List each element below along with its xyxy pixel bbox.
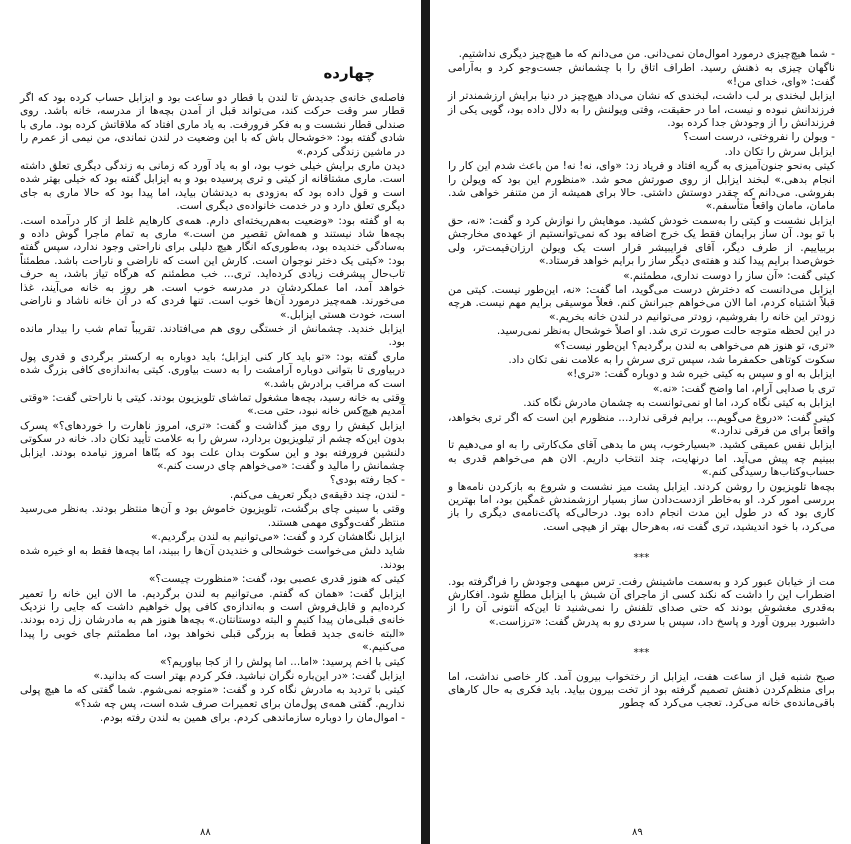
paragraph: وقتی به خانه رسید، بچه‌ها مشغول تماشای تلویزیون بودند. کیتی با ناراحتی گفت: «وقتی آمدیم هیچ‌کس خانه نبود، حتی مت.»	[20, 391, 405, 418]
paragraph: وقتی با سینی چای برگشت، تلویزیون خاموش بود و آن‌ها منتظر بودند. به‌نظر می‌رسید منتظر گفت‌وگوی مهمی هستند.	[20, 503, 405, 529]
paragraph: کیتی گفت: «آن ساز را دوست نداری، مطمئنم.»	[623, 269, 835, 282]
paragraph: ناگهان چیزی به ذهنش رسید. اطراف اتاق را با چشمانش جست‌وجو کرد و به‌آرامی گفت: «وای، خدای من!»	[448, 62, 835, 88]
left-text-column	[20, 92, 405, 727]
chapter-title: چهارده	[323, 64, 375, 82]
paragraph: ایزابل نشست و کیتی را به‌سمت خودش کشید. موهایش را نوازش کرد و گفت: «نه، حق با تو بود. آن ساز برایمان فقط یک خرج اضافه بود که نمی‌توانستیم از عهده‌ی مخارجش بربیاییم. از طرف دیگر، آقای فرایبیشر قرار است یک ویولن ارزان‌قیمت‌تر، ولی خوش‌صدا برایم پیدا کند و هفته‌ی دیگر ساز را برایم خواهد فرستاد.»	[448, 214, 835, 268]
paragraph: - شما هیچ‌چیزی درمورد اموال‌مان نمی‌دانی. من می‌دانم که ما هیچ‌چیز دیگری نداشتیم.	[458, 48, 835, 60]
paragraph: کیتی گفت: «دروغ می‌گویم... برایم فرقی ندارد... منظورم این است که اگر تری بخواهد، واقعاً برای من فرقی ندارد.»	[448, 411, 835, 437]
paragraph: در این لحظه متوجه حالت صورت تری شد. او اصلاً خوشحال به‌نظر نمی‌رسید.	[496, 325, 835, 338]
book-gutter	[421, 0, 430, 844]
paragraph: کیتی که هنوز قدری عصبی بود، گفت: «منظورت چیست؟»	[148, 573, 405, 586]
left-page	[0, 0, 421, 844]
right-page	[430, 0, 851, 844]
section-break: ***	[633, 552, 650, 565]
paragraph: ایزابل سرش را تکان داد.	[724, 145, 835, 158]
section-break: ***	[633, 647, 650, 660]
page-number: ۸۸	[200, 827, 211, 838]
paragraph: ایزابل کیفش را روی میز گذاشت و گفت: «تری، امروز ناهارت را خوردهای؟» پسرک بدون این‌که چشم از تیلویزیون بردارد، سرش را به علامت تأیید تکان داد. خانه در سکوتی دلنشین فرورفته بود و این سکوت بدان علت بود که بنّاها امروز نیامده بودند. ایزابل چشمانش را مالید و گفت: «می‌خواهم چای درست کنم.»	[20, 419, 405, 472]
paragraph: ایزابل نفس عمیقی کشید. «بسیارخوب، پس ما بدهی آقای مک‌کارتی را به او می‌دهیم تا ببینیم چه پیش می‌آید. اما درنهایت، چند انتخاب داریم. الان هم می‌خواهم قدری به حساب‌وکتاب‌ها رسیدگی کنم.»	[448, 439, 835, 479]
paragraph: شاید دلش می‌خواست خوشحالی و خندیدن آن‌ها را ببیند، اما بچه‌ها فقط به او خیره شده بودند.	[20, 545, 405, 571]
right-text-column	[448, 48, 835, 712]
paragraph: ایزابل می‌دانست که دخترش درست می‌گوید، اما گفت: «نه، این‌طور نیست. کیتی من قبلاً اشتباه کردم، اما الان می‌خواهم جبرانش کنم. فعلاً موسیقی برایم مهم نیست. هرچه زودتر این خانه را بفروشیم، زودتر می‌توانیم در لندن خانه بخریم.»	[448, 283, 835, 323]
paragraph: «تری، تو هنوز هم می‌خواهی به لندن برگردیم؟ این‌طور نیست؟»	[553, 339, 835, 352]
paragraph: ایزابل گفت: «همان که گفتم. می‌توانیم به لندن برگردیم. ما الان این خانه را تعمیر کرده‌ایم و قابل‌فروش است و به‌اندازه‌ی کافی پول خواهیم داشت که جایی را نزدیک خانه‌ی قبلی‌مان پیدا کنیم و البته دوستانتان.» بچه‌ها هنوز هم به مادرشان زل زده بودند. «البته خانه‌ی جدید قطعاً به بزرگی قبلی نخواهد بود، اما مطمئنم جای خوبی را پیدا می‌کنیم.»	[20, 587, 405, 654]
paragraph: ایزابل به او و سپس به کیتی خیره شد و دوباره گفت: «تری!»	[566, 368, 835, 381]
paragraph: دیدن ماری برایش خیلی خوب بود، او به یاد آورد که زمانی به زندگی دیگری تعلق داشته است. ماری مشتاقانه از کیتی و تری پرسیده بود و به ایزابل گفته بود که خیلی بهتر شده است و قول داده بود که به‌زودی به دیدنشان بیاید، اما پیدا بود که حالا ماری به جای دیگری تعلق دارد و در خدمت خانواده‌ی دیگری است.	[20, 160, 405, 213]
paragraph: - لندن، چند دقیقه‌ی دیگر تعریف می‌کنم.	[229, 488, 405, 501]
paragraph: کیتی به‌نحو جنون‌آمیزی به گریه افتاد و فریاد زد: «وای، نه! نه! من باعث شدم این کار را انجام بدهی.» لبخند ایزابل از روی صورتش محو شد. «منظورم این بود که ویولن را بفروشی. می‌دانم که چقدر دوستش داشتی. حالا برای همیشه از من متنفر خواهی شد. مامان، مامان واقعاً متأسفم.»	[448, 160, 835, 213]
paragraph: ایزابل خندید. چشمانش از خستگی روی هم می‌افتادند. تقریباً تمام شب را بیدار مانده بود.	[20, 322, 405, 349]
paragraph: ایزابل گفت: «در این‌باره نگران نباشید. فکر کردم بهتر است که بدانید.»	[93, 670, 405, 683]
paragraph: کیتی با تردید به مادرش نگاه کرد و گفت: «متوجه نمی‌شوم. شما گفتی که ما هیچ پولی نداریم. گفتی همه‌ی پول‌مان برای تعمیرات صرف شده است، پس چه شد؟»	[20, 684, 405, 710]
paragraph: ایزابل به کیتی نگاه کرد، اما او نمی‌توانست به چشمان مادرش نگاه کند.	[523, 397, 835, 410]
paragraph: کیتی با اخم پرسید: «اما... اما پولش را از کجا بیاوریم؟»	[159, 655, 405, 668]
paragraph: ایزابل لبخندی بر لب داشت، لبخندی که نشان می‌داد هیچ‌چیز در دنیا برایش ارزشمندتر از فرزندانش نبوده و نیست، اما در حقیقت، وقتی ویولنش را به دلال داده بود، گویی یکی از فرزندانش را از وجودش جدا کرده بود.	[448, 90, 835, 130]
paragraph: - ویولن را نفروختی، درست است؟	[683, 131, 835, 144]
paragraph: صبح شنبه قبل از ساعت هفت، ایزابل از رختخواب بیرون آمد. کار خاصی نداشت، اما برای منظم‌کردن ذهنش تصمیم گرفته بود از تخت بیرون بیاید. باید فکری به حال کارهای باقی‌مانده‌ی خانه می‌کرد. تعجب می‌کرد که چطور	[448, 670, 835, 710]
paragraph: فاصله‌ی خانه‌ی جدیدش تا لندن با قطار دو ساعت بود و ایزابل حساب کرده بود که اگر قطار سر وقت حرکت کند، می‌تواند قبل از آمدن بچه‌ها از مدرسه، خانه باشد. روی صندلی قطار نشست و به فکر فرورفت. به یاد ماری افتاد که ملاقاتش کرده بود. ماری با شادی گفته بود: «خوشحال باش که با این وضعیت در لندن نماندی، من نیمی از عمرم را در ماشین زندگی کردم.»	[20, 92, 405, 158]
paragraph: مت از خیابان عبور کرد و به‌سمت ماشینش رفت. ترس مبهمی وجودش را فراگرفته بود. اضطراب این را داشت که نکند کسی از ماجرای آن شبش با ایزابل مطلع شود. افکارش به‌قدری مغشوش بودند که حتی صدای تلفنش را نمی‌شنید تا این‌که آنتونی آن را از داشبورد بیرون آورد و پاسخ داد، سپس با سردی رو به پدرش گفت: «ترزاست.»	[448, 575, 835, 628]
paragraph: بچه‌ها تلویزیون را روشن کردند. ایزابل پشت میز نشست و شروع به بازکردن نامه‌ها و بررسی امور کرد. او به‌خاطر ازدست‌دادن ساز بسیار ارزشمندش غمگین بود، اما بهترین کاری بود که در طول این مدت انجام داده بود. درحالی‌که پاکت‌نامه‌ی دیگری را باز می‌کرد، با خود اندیشید، تری گفت نه، به‌هرحال بهتر از هیچی است.	[448, 480, 835, 533]
paragraph: سکوت کوتاهی حکمفرما شد، سپس تری سرش را به علامت نفی تکان داد.	[508, 353, 835, 366]
page-number: ۸۹	[632, 827, 643, 838]
paragraph: - اموال‌مان را دوباره سازماندهی کردم. برای همین به لندن رفته بودم.	[99, 712, 405, 725]
paragraph: ایزابل نگاهشان کرد و گفت: «می‌توانیم به لندن برگردیم.»	[151, 531, 405, 543]
paragraph: تری با صدایی آرام، اما واضح گفت: «نه.»	[652, 382, 835, 395]
paragraph: به او گفته بود: «وضعیت به‌هم‌ریخته‌ای دارم. همه‌ی کارهایم غلط از کار درآمده است. بچه‌ها شاد نیستند و همه‌اش تقصیر من است.» ماری به تمام ماجرا گوش داده و به‌سادگی خندیده بود، به‌طوری‌که انگار هیچ دلیلی برای ناراحتی وجود ندارد، سپس گفته بود: «کیتی یک دختر نوجوان است. کارش این است که ناراضی و ناراحت باشد. مطمئناً تاب‌حال پیشرفت زیادی کرده‌اید. تری... خب مطمئنم که هرگاه تیاز باشد، به حرف خواهد آمد، اما عملکردشان در مدرسه خوب است. هر روز به خانه می‌آیند، غذا می‌خورند. همه‌چیز درمورد آن‌ها خوب است. تنها فردی که در آن خانه ناشاد و ناراضی است، خودت هستی ایزابل.»	[20, 214, 405, 321]
paragraph: - کجا رفته بودی؟	[329, 474, 405, 487]
paragraph: ماری گفته بود: «تو باید کار کنی ایزابل؛ باید دوباره به ارکستر برگردی و قدری پول دربیاوری تا بتوانی دوباره آرامشت را به دست بیاوری. کیتی به‌اندازه‌ی کافی بزرگ شده است که مراقب برادرش باشد.»	[20, 350, 405, 390]
